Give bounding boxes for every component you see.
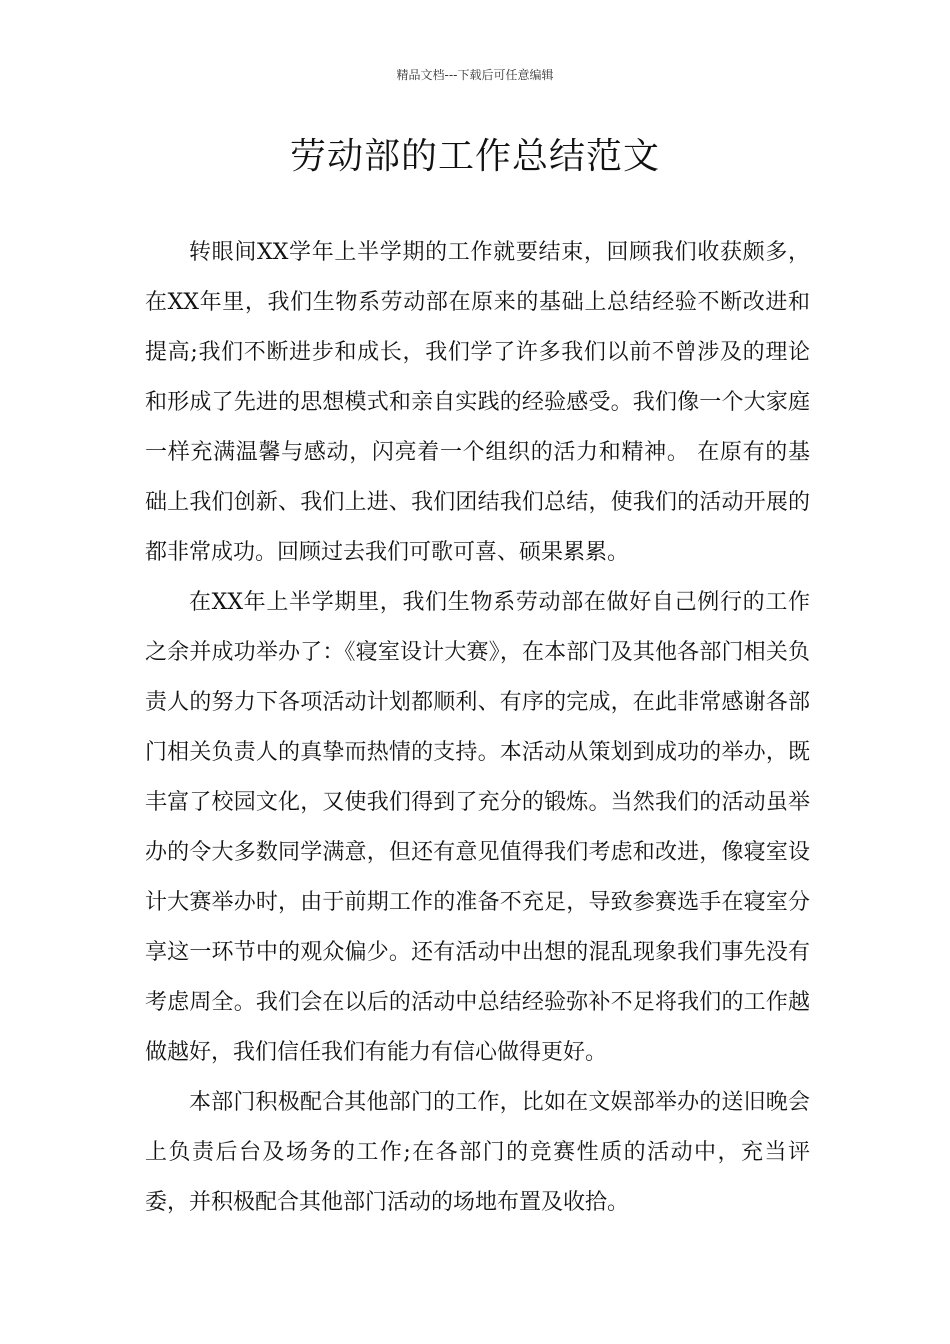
document-body — [145, 228, 810, 1228]
paragraph-3: 本部门积极配合其他部门的工作，比如在文娱部举办的送旧晚会上负责后台及场务的工作;在各部门的竞赛性质的活动中，充当评委，并积极配合其他部门活动的场地布置及收拾。 — [145, 1090, 810, 1215]
paragraph-2: 在XX年上半学期里，我们生物系劳动部在做好自己例行的工作之余并成功举办了：《寝室设计大赛》，在本部门及其他各部门相关负责人的努力下各项活动计划都顺利、有序的完成，在此非常感谢各部门相关负责人的真挚而热情的支持。本活动从策划到成功的举办，既丰富了校园文化，又使我们得到了充分的锻炼。当然我们的活动虽举办的令大多数同学满意，但还有意见值得我们考虑和改进，像寝室设计大赛举办时，由于前期工作的准备不充足，导致参赛选手在寝室分享这一环节中的观众偏少。还有活动中出想的混乱现象我们事先没有考虑周全。我们会在以后的活动中总结经验弥补不足将我们的工作越做越好，我们信任我们有能力有信心做得更好。 — [145, 590, 810, 1065]
header-note: 精品文档---下载后可任意编辑 — [396, 68, 554, 82]
document-title: 劳动部的工作总结范文 — [289, 136, 660, 177]
paragraph-1: 转眼间XX学年上半学期的工作就要结束，回顾我们收获颇多，在XX年里，我们生物系劳动部在原来的基础上总结经验不断改进和提高;我们不断进步和成长，我们学了许多我们以前不曾涉及的理论和形成了先进的思想模式和亲自实践的经验感受。我们像一个大家庭一样充满温馨与感动，闪亮着一个组织的活力和精神。 在原有的基础上我们创新、我们上进、我们团结我们总结，使我们的活动开展的都非常成功。回顾过去我们可歌可喜、硕果累累。 — [145, 240, 810, 565]
